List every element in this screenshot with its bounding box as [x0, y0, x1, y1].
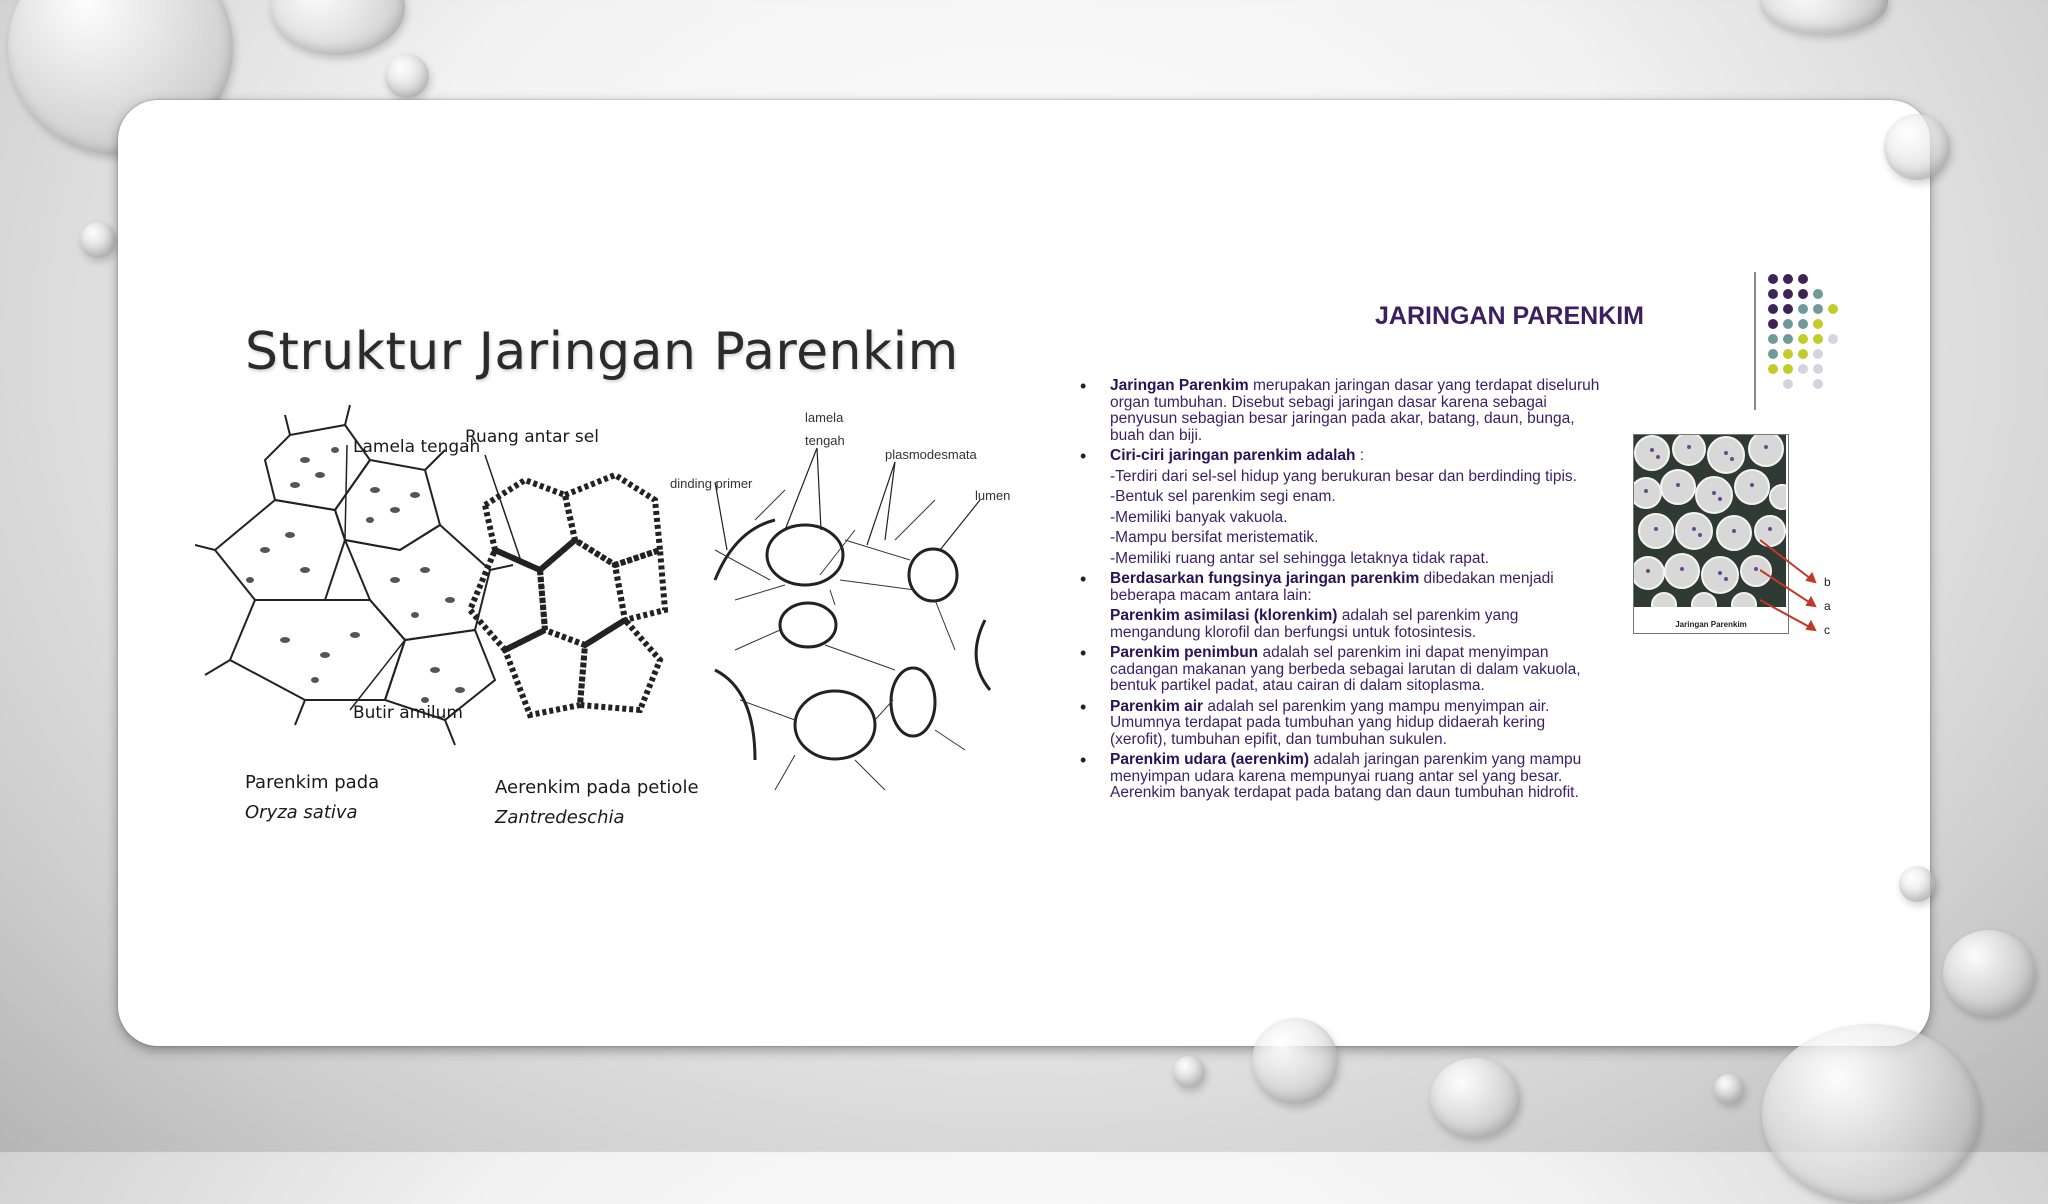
label-lamela: lamela [805, 410, 844, 425]
plasmodesmata-drawing [715, 520, 990, 760]
lamela-tengah-pointer [345, 445, 347, 540]
label-zantredeschia: Zantredeschia [495, 807, 625, 828]
bullet-bold-term: Jaringan Parenkim [1110, 377, 1249, 394]
bullet-bold-term: Ciri-ciri jaringan parenkim adalah [1110, 447, 1356, 464]
bullet-text: adalah sel parenkim yang mengandung klorofil dan berfungsi untuk fotosintesis. [1110, 607, 1519, 641]
water-drop [270, 0, 405, 55]
label-oryza-sativa: Oryza sativa [245, 802, 358, 823]
bullet-bold-term: Parenkim udara (aerenkim) [1110, 751, 1310, 768]
bullet-bold-term: Parenkim penimbun [1110, 644, 1259, 661]
label-dinding-primer: dinding primer [670, 476, 753, 491]
bullet-bold-term: Parenkim asimilasi (klorenkim) [1110, 607, 1338, 624]
bullet-item [1080, 752, 1600, 802]
amylum-grains [246, 447, 465, 703]
photo-label-arrows [1760, 530, 1840, 640]
bullet-item [1080, 645, 1600, 695]
water-drop [1884, 114, 1950, 180]
ruang-antar-sel-pointer [485, 455, 520, 558]
bullet-item [1080, 571, 1600, 604]
bullet-item [1080, 378, 1600, 444]
ciri-item: -Bentuk sel parenkim segi enam. [1110, 488, 1336, 505]
photo-label-a: a [1824, 599, 1831, 613]
ciri-item: -Mampu bersifat meristematik. [1110, 529, 1319, 546]
plasmodesmata-strands [715, 490, 965, 790]
sub-item [1080, 608, 1600, 641]
slide-title: Struktur Jaringan Parenkim [245, 322, 959, 382]
label-ruang-antar-sel: Ruang antar sel [465, 427, 599, 447]
bullet-item [1080, 699, 1600, 749]
plasmodesmata-pointers [715, 448, 980, 550]
photo-caption: Jaringan Parenkim [1675, 620, 1747, 629]
ciri-item: -Memiliki ruang antar sel sehingga letaknya tidak rapat. [1110, 549, 1490, 567]
water-drop [1252, 1018, 1338, 1104]
photo-label-c: c [1824, 623, 1830, 637]
label-plasmodesmata: plasmodesmata [885, 447, 977, 462]
water-drop [1943, 930, 2035, 1016]
label-lamela-tengah: Lamela tengah [353, 437, 481, 457]
bullet-bold-term: Berdasarkan fungsinya jaringan parenkim [1110, 570, 1420, 587]
water-drop [1173, 1056, 1205, 1088]
bullet-text: dibedakan menjadi beberapa macam antara lain: [1110, 570, 1554, 604]
water-drop [1762, 1024, 1980, 1204]
aerenchyma-drawing [470, 475, 665, 715]
section-title: JARINGAN PARENKIM [1375, 302, 1644, 330]
water-drop [80, 222, 116, 258]
label-parenkim-pada: Parenkim pada [245, 772, 380, 793]
bullet-item [1080, 448, 1600, 465]
label-tengah: tengah [805, 433, 845, 448]
ciri-item: -Memiliki banyak vakuola. [1110, 508, 1288, 526]
water-drop [1714, 1074, 1744, 1104]
bullet-list [1080, 378, 1600, 806]
water-drop [1430, 1058, 1520, 1138]
bullet-text: : [1355, 447, 1365, 464]
water-drop [1760, 0, 1888, 34]
water-drop [385, 54, 429, 98]
label-butir-amilum: Butir amilum [353, 703, 463, 723]
label-lumen: lumen [975, 488, 1011, 503]
bullet-text: adalah sel parenkim ini dapat menyimpan cadangan makanan yang berbeda sebagai larutan di dalam vakuola, bentuk partikel padat, atau cairan di dalam sitoplasma. [1110, 644, 1581, 694]
bullet-text: adalah jaringan parenkim yang mampu menyimpan udara karena mempunyai ruang antar sel yang besar. Aerenkim banyak terdapat pada batang dan daun tumbuhan hidrofit. [1110, 751, 1582, 801]
bullet-text: merupakan jaringan dasar yang terdapat diseluruh organ tumbuhan. Disebut sebagi jaringan dasar karena sebagai penyusun sebagian besar jaringan pada akar, batang, daun, bunga, buah dan biji. [1110, 377, 1600, 444]
bullet-text: adalah sel parenkim yang mampu menyimpan air. Umumnya terdapat pada tumbuhan yang hidup didaerah kering (xerofit), tumbuhan epifit, dan tumbuhan sukulen. [1110, 697, 1550, 748]
title-divider [1754, 272, 1756, 410]
label-aerenkim: Aerenkim pada petiole [495, 777, 699, 798]
photo-label-b: b [1824, 575, 1831, 589]
bullet-bold-term: Parenkim air [1110, 697, 1204, 715]
water-drop [1899, 866, 1935, 902]
ciri-item: -Terdiri dari sel-sel hidup yang berukuran besar dan berdinding tipis. [1110, 467, 1577, 485]
parenchyma-diagram [195, 400, 1015, 860]
